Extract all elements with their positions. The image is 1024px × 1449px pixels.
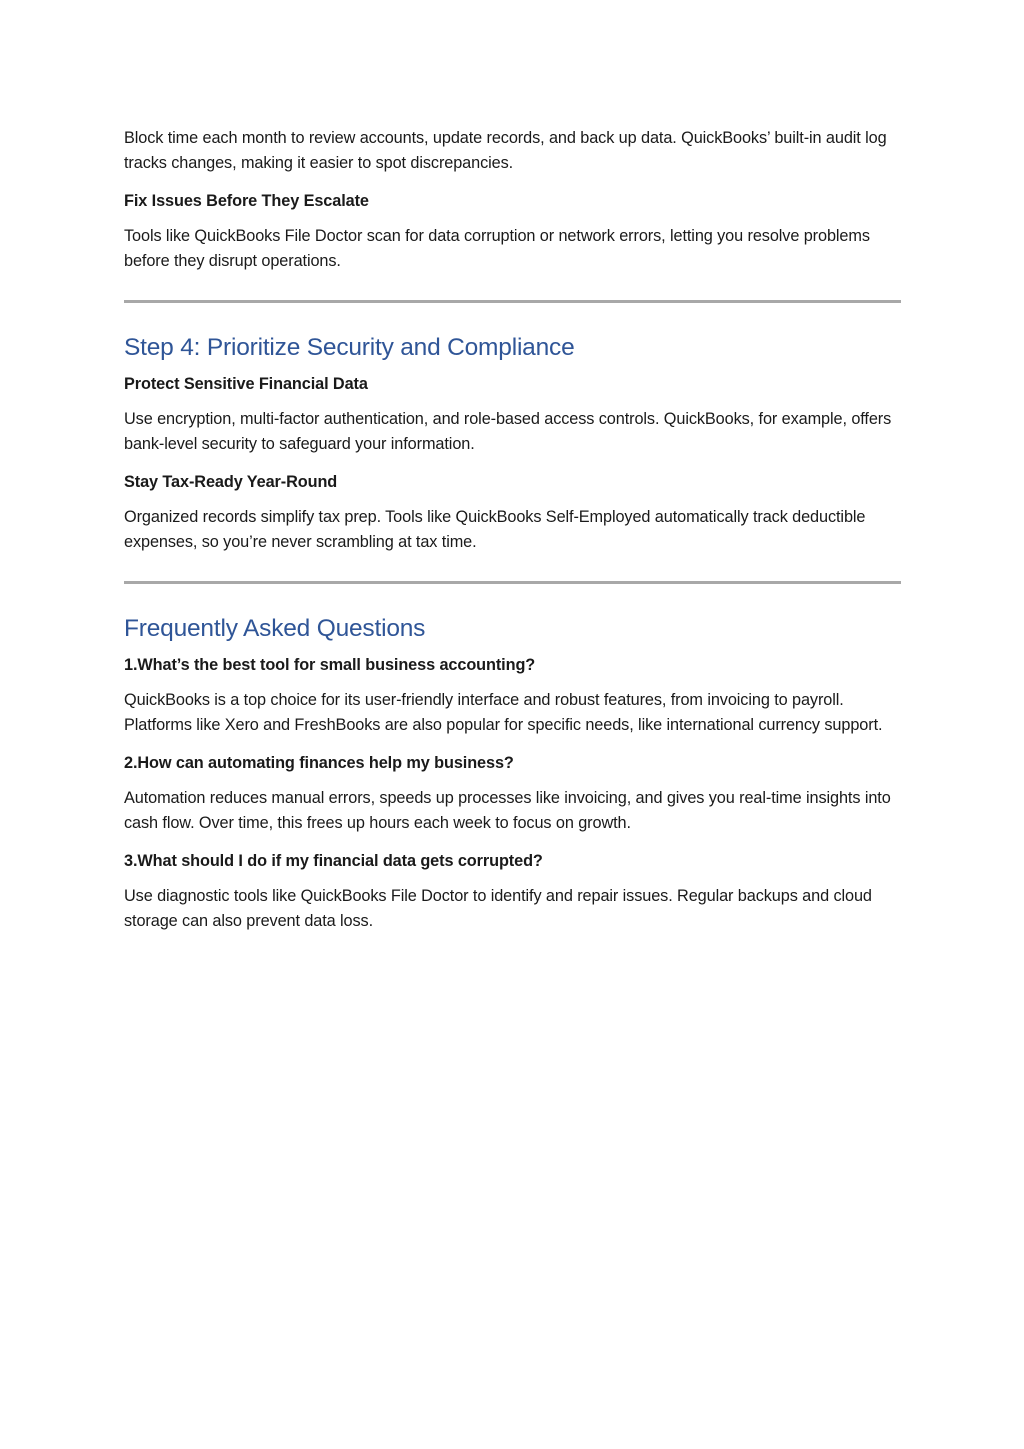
protect-data-paragraph: Use encryption, multi-factor authentication, and role-based access controls. QuickBooks, for example, offers bank-level security to safeguard your information. <box>124 410 892 453</box>
fix-issues-paragraph: Tools like QuickBooks File Doctor scan for data corruption or network errors, letting you resolve problems before they disrupt operations. <box>124 227 870 270</box>
section-divider <box>124 581 901 584</box>
section-divider <box>124 300 901 303</box>
faq-answer: QuickBooks is a top choice for its user-friendly interface and robust features, from invoicing to payroll. Platforms like Xero and FreshBooks are also popular for specific needs, like international currency support. <box>124 691 883 734</box>
faq-question: 2.How can automating finances help my business? <box>124 754 514 772</box>
faq-question: 1.What’s the best tool for small business accounting? <box>124 656 536 674</box>
step4-heading: Step 4: Prioritize Security and Compliance <box>124 334 575 361</box>
intro-paragraph: Block time each month to review accounts, update records, and back up data. QuickBooks’ built-in audit log tracks changes, making it easier to spot discrepancies. <box>124 129 887 172</box>
tax-ready-paragraph: Organized records simplify tax prep. Tools like QuickBooks Self-Employed automatically track deductible expenses, so you’re never scrambling at tax time. <box>124 508 866 551</box>
protect-data-heading: Protect Sensitive Financial Data <box>124 375 368 393</box>
tax-ready-heading: Stay Tax-Ready Year-Round <box>124 473 338 491</box>
faq-answer: Use diagnostic tools like QuickBooks File Doctor to identify and repair issues. Regular backups and cloud storage can also prevent data loss. <box>124 887 872 930</box>
fix-issues-heading: Fix Issues Before They Escalate <box>124 192 369 210</box>
faq-answer: Automation reduces manual errors, speeds up processes like invoicing, and gives you real-time insights into cash flow. Over time, this frees up hours each week to focus on growth. <box>124 789 891 832</box>
faq-question: 3.What should I do if my financial data gets corrupted? <box>124 852 543 870</box>
document-content <box>124 126 900 934</box>
faq-heading: Frequently Asked Questions <box>124 615 426 642</box>
